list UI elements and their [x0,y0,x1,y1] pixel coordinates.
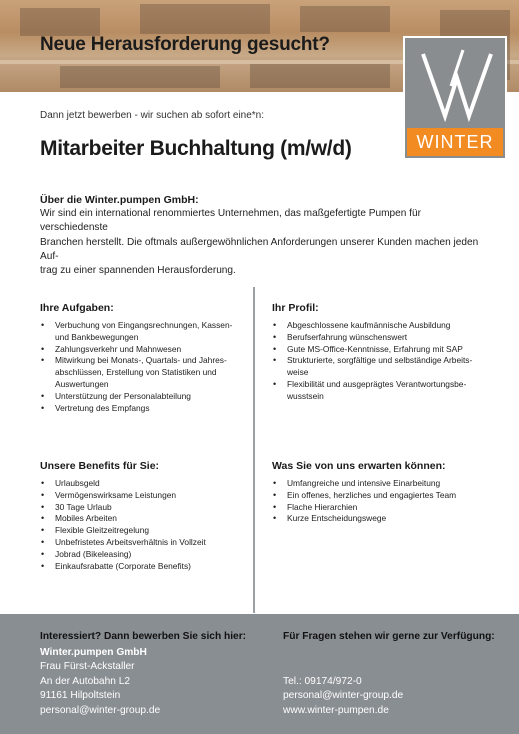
about-heading: Über die Winter.pumpen GmbH: [40,194,199,206]
company-logo [403,36,507,160]
winter-logo-mark-icon [417,46,497,124]
questions-heading: Für Fragen stehen wir gerne zur Verfügung: [283,631,495,642]
column-divider [253,287,255,613]
list-item: • Umfangreiche und intensive Einarbeitung [272,478,492,490]
questions-email-link[interactable]: personal@winter-group.de [283,690,404,702]
list-item: • Urlaubsgeld [40,478,240,490]
list-item: • Mitwirkung bei Monats-, Quartals- und Jahres-abschlüssen, Erstellung von Statistiken und Auswertungen [40,355,240,390]
list-item: • Vermögenswirksame Leistungen [40,490,240,502]
expectations-heading: Was Sie von uns erwarten können: [272,460,446,472]
list-item: • Flache Hierarchien [272,502,492,514]
list-item: • Kurze Entscheidungswege [272,513,492,525]
city-address: 91161 Hilpoltstein [40,690,121,702]
list-item: • Flexible Gleitzeitregelung [40,525,240,537]
list-item: • Vertretung des Empfangs [40,403,240,415]
contact-footer [0,614,519,734]
list-item: • Unterstützung der Personalabteilung [40,391,240,403]
profile-section [272,302,482,403]
list-item: • 30 Tage Urlaub [40,502,240,514]
application-contact [40,630,246,719]
intro-text: Dann jetzt bewerben - wir suchen ab sofort eine*n: [40,110,265,121]
website-link[interactable]: www.winter-pumpen.de [283,704,389,716]
list-item: • Ein offenes, herzliches und engagiertes Team [272,490,492,502]
contact-person: Frau Fürst-Ackstaller [40,661,135,673]
expectations-section [272,460,492,525]
list-item: • Flexibilität und ausgeprägtes Verantwortungsbe-wusstsein [272,379,482,403]
logo-wordmark: WINTER [407,128,503,156]
company-name: Winter.pumpen GmbH [40,646,147,658]
benefits-section [40,460,240,572]
questions-contact [283,630,495,719]
tasks-heading: Ihre Aufgaben: [40,302,114,314]
street-address: An der Autobahn L2 [40,675,131,687]
benefits-heading: Unsere Benefits für Sie: [40,460,160,472]
list-item: • Jobrad (Bikeleasing) [40,549,240,561]
about-paragraph [40,207,488,278]
list-item: • Zahlungsverkehr und Mahnwesen [40,344,240,356]
list-item: • Verbuchung von Eingangsrechnungen, Kassen- und Bankbewegungen [40,320,240,344]
list-item: • Abgeschlossene kaufmännische Ausbildung [272,320,482,332]
profile-heading: Ihr Profil: [272,302,319,314]
about-line: Wir sind ein international renommiertes Unternehmen, das maßgefertigte Pumpen für verschiedenste [40,208,421,234]
page-title: Neue Herausforderung gesucht? [40,34,330,55]
job-title: Mitarbeiter Buchhaltung (m/w/d) [40,137,352,160]
list-item: • Einkaufsrabatte (Corporate Benefits) [40,561,240,573]
apply-heading: Interessiert? Dann bewerben Sie sich hier: [40,631,247,642]
list-item: • Strukturierte, sorgfältige und selbständige Arbeits-weise [272,355,482,379]
list-item: • Mobiles Arbeiten [40,513,240,525]
list-item: • Berufserfahrung wünschenswert [272,332,482,344]
application-email-link[interactable]: personal@winter-group.de [40,704,161,716]
list-item: • Gute MS-Office-Kenntnisse, Erfahrung mit SAP [272,344,482,356]
about-line: trag zu einer spannenden Herausforderung. [40,265,236,277]
tasks-section [40,302,240,414]
phone-number[interactable]: Tel.: 09174/972-0 [283,675,362,687]
about-line: Branchen herstellt. Die oftmals außergewöhnlichen Anforderungen unserer Kunden machen jeden Auf- [40,236,479,262]
list-item: • Unbefristetes Arbeitsverhältnis in Vollzeit [40,537,240,549]
